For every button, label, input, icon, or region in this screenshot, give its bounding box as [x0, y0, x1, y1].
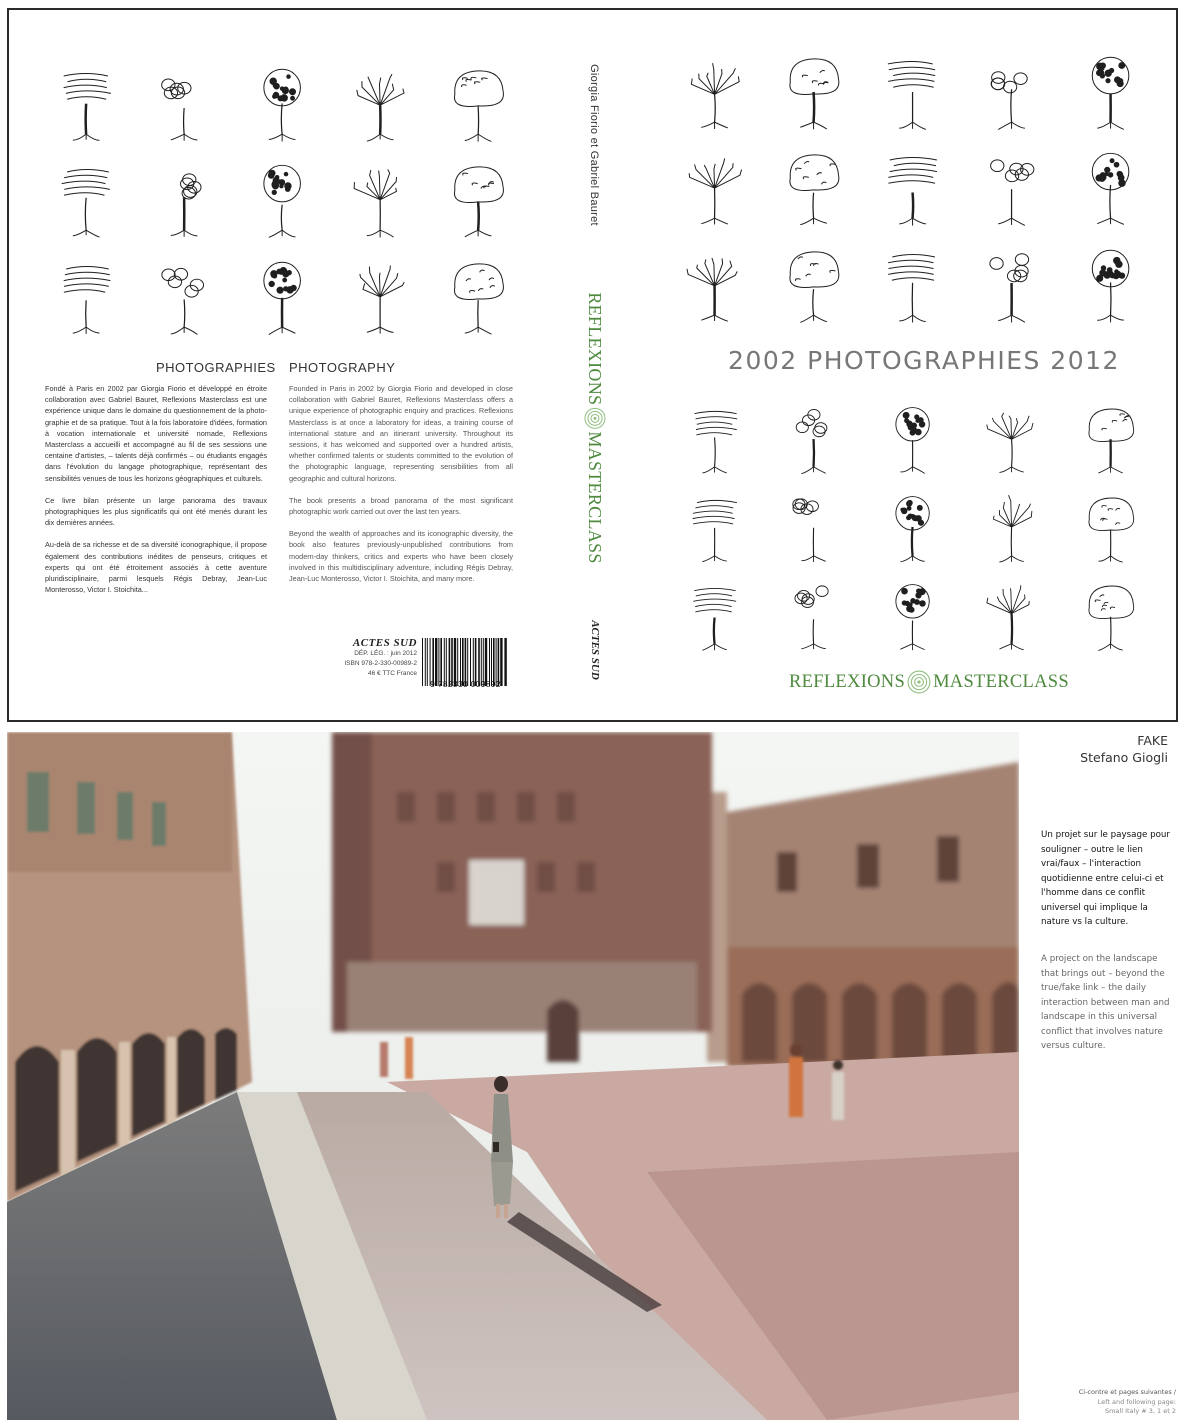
- tree-icon: [1068, 49, 1153, 132]
- project-title-block: [1080, 732, 1168, 766]
- tree-icon: [1068, 145, 1153, 228]
- back-text-fr-p3: Au-delà de sa richesse et de sa diversité iconographique, il propose également des contributions inédites de penseurs, critiques et experts qui ont été étroitement associés à cette aventure pluridisciplinaire, parmi lesquels Régis Debray, Jean-Luc Monterosso, Victor I. Stoichita...: [45, 540, 267, 595]
- back-text-en-p1: Founded in Paris in 2002 by Giorgia Fiorio and developed in close collaboration with Gabriel Bauret, Reflexions Masterclass offers a unique experience of photographic enquiry and practices. Reflexions Masterclass is at once a laboratory for ideas, a training course of international stature and an itinerant university. Throughout its sessions, it has welcomed and supported over a hundred artists, whether confirmed talents or students committed to the evolution of the photographic language, representing sensibilities from all geographic and cultural horizons.: [289, 384, 513, 483]
- tree-drawing: [863, 571, 962, 659]
- tree-icon: [672, 242, 757, 325]
- tree-drawing: [665, 394, 764, 482]
- tree-icon: [771, 577, 856, 653]
- tree-drawing: [233, 247, 331, 344]
- back-heading-fr: PHOTOGRAPHIES: [156, 360, 276, 375]
- tree-drawing: [863, 139, 962, 236]
- tree-icon: [672, 400, 757, 476]
- tree-drawing: [37, 247, 135, 344]
- tree-icon: [771, 242, 856, 325]
- tree-icon: [436, 157, 520, 240]
- tree-icon: [338, 157, 422, 240]
- tree-icon: [436, 254, 520, 337]
- back-text-en: [289, 383, 513, 595]
- front-brand-right: MASTERCLASS: [933, 671, 1069, 692]
- tree-drawing: [962, 42, 1061, 139]
- tree-icon: [338, 254, 422, 337]
- tree-drawing: [429, 247, 527, 344]
- tree-drawing: [665, 482, 764, 570]
- tree-drawing: [1061, 42, 1160, 139]
- tree-icon: [870, 145, 955, 228]
- tree-drawing: [962, 482, 1061, 570]
- spine-authors: [586, 60, 602, 230]
- tree-icon: [870, 489, 955, 565]
- front-cover-trees-bottom: [665, 394, 1160, 659]
- tree-drawing: [1061, 139, 1160, 236]
- tree-icon: [672, 49, 757, 132]
- tree-drawing: [764, 394, 863, 482]
- tree-drawing: [962, 235, 1061, 332]
- tree-icon: [240, 61, 324, 144]
- tree-icon: [969, 145, 1054, 228]
- back-text-fr-p2: Ce livre bilan présente un large panorama des travaux photographiques les plus significatifs qui ont été menés durant les dix dernières années.: [45, 495, 267, 528]
- tree-drawing: [764, 482, 863, 570]
- tree-icon: [240, 157, 324, 240]
- tree-drawing: [37, 151, 135, 248]
- tree-icon: [44, 254, 128, 337]
- tree-drawing: [863, 482, 962, 570]
- tree-drawing: [863, 394, 962, 482]
- caption-line-1: Ci-contre et pages suivantes /: [1078, 1388, 1176, 1396]
- back-cover-tree-illustrations: [37, 54, 527, 344]
- tree-drawing: [764, 571, 863, 659]
- barcode-number: 9 782330 009892: [430, 679, 501, 689]
- book-cover-spread: [7, 8, 1178, 722]
- project-description-en: A project on the landscape that brings out – beyond the true/fake link – the daily interaction between man and landscape in this universal conflict that involves nature versus culture.: [1041, 954, 1170, 1051]
- tree-drawing: [962, 571, 1061, 659]
- tree-icon: [338, 61, 422, 144]
- tree-drawing: [665, 571, 764, 659]
- street-photograph: [7, 732, 1019, 1420]
- isbn: ISBN 978-2-330-00989-2: [344, 660, 417, 667]
- tree-drawing: [331, 247, 429, 344]
- tree-icon: [1068, 242, 1153, 325]
- tree-icon: [870, 49, 955, 132]
- tree-icon: [672, 489, 757, 565]
- tree-drawing: [1061, 394, 1160, 482]
- tree-icon: [672, 577, 757, 653]
- tree-drawing: [665, 139, 764, 236]
- tree-drawing: [1061, 571, 1160, 659]
- tree-drawing: [135, 151, 233, 248]
- tree-drawing: [429, 151, 527, 248]
- tree-drawing: [863, 235, 962, 332]
- front-brand-left: REFLEXIONS: [789, 671, 906, 692]
- tree-icon: [870, 577, 955, 653]
- tree-icon: [436, 61, 520, 144]
- tree-icon: [1068, 400, 1153, 476]
- tree-icon: [969, 400, 1054, 476]
- tree-icon: [969, 49, 1054, 132]
- tree-drawing: [962, 394, 1061, 482]
- tree-icon: [969, 242, 1054, 325]
- back-text-en-p3: Beyond the wealth of approaches and its iconographic diversity, the book also features previously-unpublished contributions from modern-day thinkers, critics and experts who have been closely involved in this multidisciplinary adventure, including Régis Debray, Jean-Luc Monterosso, Victor I. Stoichita, and many more.: [289, 529, 513, 584]
- tree-icon: [771, 145, 856, 228]
- spiral-logo-icon: [907, 670, 931, 694]
- project-description-fr: Un projet sur le paysage pour souligner – outre le lien vrai/faux – l'interaction quotidienne entre celui-ci et l'homme dans ce conflit universel qui implique la nature vs la culture.: [1041, 830, 1171, 927]
- tree-icon: [1068, 489, 1153, 565]
- tree-icon: [771, 400, 856, 476]
- spine-publisher-text: ACTES SUD: [589, 620, 601, 680]
- tree-icon: [44, 61, 128, 144]
- tree-drawing: [962, 139, 1061, 236]
- tree-drawing: [331, 54, 429, 151]
- tree-icon: [240, 254, 324, 337]
- tree-icon: [142, 157, 226, 240]
- tree-drawing: [764, 235, 863, 332]
- caption-line-3: Small Italy # 3, 1 et 2: [1104, 1407, 1176, 1415]
- tree-icon: [1068, 577, 1153, 653]
- tree-icon: [672, 145, 757, 228]
- project-author: Stefano Giogli: [1080, 750, 1168, 765]
- spine-authors-text: Giorgia Fiorio et Gabriel Bauret: [588, 64, 600, 226]
- tree-drawing: [233, 54, 331, 151]
- tree-drawing: [1061, 482, 1160, 570]
- tree-drawing: [764, 139, 863, 236]
- legal-deposit: DÉP. LÉG. : juin 2012: [354, 650, 417, 657]
- tree-drawing: [665, 235, 764, 332]
- project-title: FAKE: [1137, 733, 1168, 748]
- spiral-logo-icon: [584, 407, 606, 429]
- tree-drawing: [429, 54, 527, 151]
- spine-brand-right: MASTERCLASS: [585, 431, 606, 564]
- photo-caption: [1079, 1388, 1176, 1417]
- tree-icon: [142, 254, 226, 337]
- tree-drawing: [665, 42, 764, 139]
- tree-drawing: [135, 247, 233, 344]
- back-text-en-p2: The book presents a broad panorama of the most significant photographic work carried out over the last ten years.: [289, 495, 513, 517]
- publisher-block: [307, 637, 417, 679]
- tree-drawing: [135, 54, 233, 151]
- tree-icon: [870, 400, 955, 476]
- tree-icon: [969, 577, 1054, 653]
- price: 46 € TTC France: [367, 670, 417, 677]
- spine-brand: [583, 278, 607, 578]
- front-cover-trees-top: [665, 42, 1160, 332]
- cover-title: 2002 PHOTOGRAPHIES 2012: [728, 346, 1120, 375]
- tree-drawing: [764, 42, 863, 139]
- publisher-name: ACTES SUD: [352, 637, 417, 649]
- tree-drawing: [863, 42, 962, 139]
- tree-icon: [142, 61, 226, 144]
- tree-icon: [44, 157, 128, 240]
- back-heading-en: PHOTOGRAPHY: [289, 360, 396, 375]
- spine-publisher: [586, 610, 604, 690]
- back-text-fr-p1: Fondé à Paris en 2002 par Giorgia Fiorio et développé en étroite collaboration avec Gabriel Bauret, Reflexions Masterclass est une expérience unique dans le domaine du questionnement de la photo-graphie et de sa pratique. Tout à la fois laboratoire d'idées, formation à vocation internationale et université nomade, Reflexions Masterclass a accueilli et accompagné au fil de ses sessions une centaine d'artistes, – talents déjà confirmés – ou étudiants engagés dans l'évolution du langage photographique, représentant des sensibilités venues de tous les horizons géographiques et culturels.: [45, 384, 267, 483]
- tree-drawing: [233, 151, 331, 248]
- back-text-fr: [45, 383, 267, 606]
- tree-icon: [771, 49, 856, 132]
- tree-drawing: [1061, 235, 1160, 332]
- tree-drawing: [331, 151, 429, 248]
- tree-icon: [771, 489, 856, 565]
- front-brand: [789, 670, 1069, 694]
- tree-icon: [969, 489, 1054, 565]
- caption-line-2: Left and following page:: [1097, 1397, 1176, 1406]
- tree-icon: [870, 242, 955, 325]
- tree-drawing: [37, 54, 135, 151]
- spine-brand-left: REFLEXIONS: [585, 292, 606, 406]
